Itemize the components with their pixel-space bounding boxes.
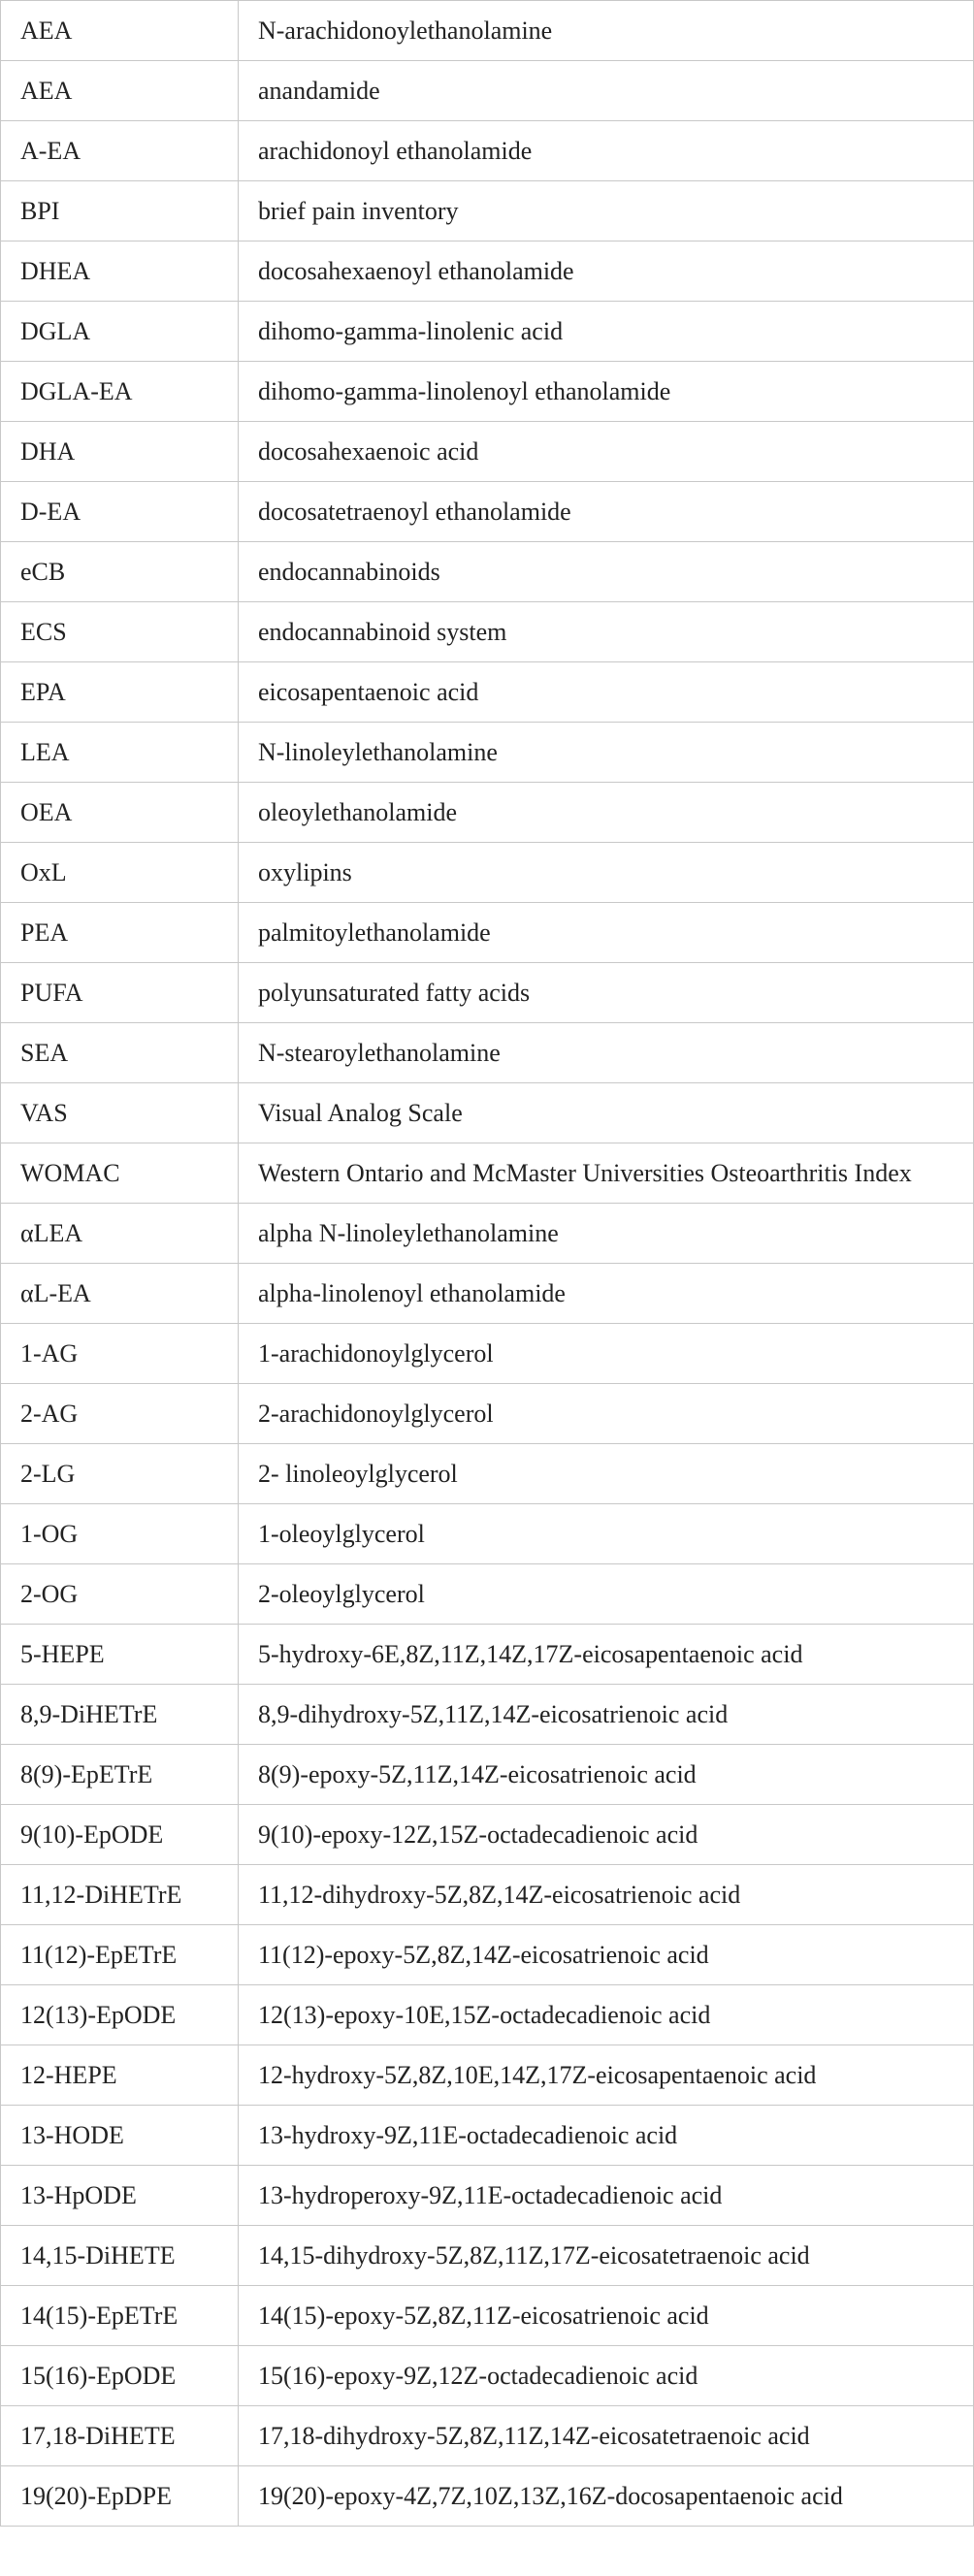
- definition-cell: 2-oleoylglycerol: [239, 1564, 974, 1625]
- table-row: [1, 2346, 974, 2406]
- table-row: [1, 662, 974, 723]
- definition-cell: polyunsaturated fatty acids: [239, 963, 974, 1023]
- definition-cell: 9(10)-epoxy-12Z,15Z-octadecadienoic acid: [239, 1805, 974, 1865]
- abbreviation-cell: 11,12-DiHETrE: [1, 1865, 239, 1925]
- table-row: [1, 1685, 974, 1745]
- table-row: [1, 783, 974, 843]
- abbreviation-cell: DGLA: [1, 302, 239, 362]
- definition-cell: dihomo-gamma-linolenoyl ethanolamide: [239, 362, 974, 422]
- abbreviation-cell: D-EA: [1, 482, 239, 542]
- definition-cell: endocannabinoids: [239, 542, 974, 602]
- table-row: [1, 1023, 974, 1083]
- definition-cell: alpha-linolenoyl ethanolamide: [239, 1264, 974, 1324]
- definition-cell: 12-hydroxy-5Z,8Z,10E,14Z,17Z-eicosapentaenoic acid: [239, 2045, 974, 2106]
- table-row: [1, 843, 974, 903]
- table-row: [1, 1444, 974, 1504]
- definition-cell: 17,18-dihydroxy-5Z,8Z,11Z,14Z-eicosatetraenoic acid: [239, 2406, 974, 2466]
- table-row: [1, 903, 974, 963]
- definition-cell: docosahexaenoic acid: [239, 422, 974, 482]
- definition-cell: 5-hydroxy-6E,8Z,11Z,14Z,17Z-eicosapentaenoic acid: [239, 1625, 974, 1685]
- table-row: [1, 1504, 974, 1564]
- abbreviation-cell: EPA: [1, 662, 239, 723]
- table-row: [1, 963, 974, 1023]
- definition-cell: 8(9)-epoxy-5Z,11Z,14Z-eicosatrienoic acid: [239, 1745, 974, 1805]
- abbreviation-cell: DHEA: [1, 242, 239, 302]
- table-row: [1, 1805, 974, 1865]
- abbreviation-cell: BPI: [1, 181, 239, 242]
- definition-cell: N-arachidonoylethanolamine: [239, 1, 974, 61]
- table-row: [1, 2045, 974, 2106]
- definition-cell: oleoylethanolamide: [239, 783, 974, 843]
- definition-cell: 11(12)-epoxy-5Z,8Z,14Z-eicosatrienoic acid: [239, 1925, 974, 1985]
- abbreviation-cell: 13-HODE: [1, 2106, 239, 2166]
- abbreviation-cell: DGLA-EA: [1, 362, 239, 422]
- definition-cell: N-linoleylethanolamine: [239, 723, 974, 783]
- table-row: [1, 61, 974, 121]
- abbreviation-cell: DHA: [1, 422, 239, 482]
- table-row: [1, 542, 974, 602]
- abbreviation-cell: 12(13)-EpODE: [1, 1985, 239, 2045]
- table-row: [1, 723, 974, 783]
- definition-cell: 1-oleoylglycerol: [239, 1504, 974, 1564]
- table-row: [1, 422, 974, 482]
- definition-cell: dihomo-gamma-linolenic acid: [239, 302, 974, 362]
- table-row: [1, 2106, 974, 2166]
- table-row: [1, 1925, 974, 1985]
- table-row: [1, 1865, 974, 1925]
- table-row: [1, 2286, 974, 2346]
- definition-cell: docosatetraenoyl ethanolamide: [239, 482, 974, 542]
- abbreviation-cell: 2-AG: [1, 1384, 239, 1444]
- definition-cell: oxylipins: [239, 843, 974, 903]
- table-row: [1, 1384, 974, 1444]
- definition-cell: 2- linoleoylglycerol: [239, 1444, 974, 1504]
- abbreviation-cell: VAS: [1, 1083, 239, 1143]
- abbreviations-table-body: [1, 1, 974, 2527]
- abbreviation-cell: AEA: [1, 1, 239, 61]
- definition-cell: 14,15-dihydroxy-5Z,8Z,11Z,17Z-eicosatetraenoic acid: [239, 2226, 974, 2286]
- definition-cell: palmitoylethanolamide: [239, 903, 974, 963]
- table-row: [1, 1745, 974, 1805]
- abbreviation-cell: OEA: [1, 783, 239, 843]
- definition-cell: brief pain inventory: [239, 181, 974, 242]
- definition-cell: Visual Analog Scale: [239, 1083, 974, 1143]
- table-row: [1, 302, 974, 362]
- table-row: [1, 181, 974, 242]
- abbreviation-cell: AEA: [1, 61, 239, 121]
- abbreviation-cell: SEA: [1, 1023, 239, 1083]
- abbreviation-cell: 12-HEPE: [1, 2045, 239, 2106]
- abbreviation-cell: A-EA: [1, 121, 239, 181]
- abbreviation-cell: 2-OG: [1, 1564, 239, 1625]
- definition-cell: eicosapentaenoic acid: [239, 662, 974, 723]
- abbreviation-cell: 14,15-DiHETE: [1, 2226, 239, 2286]
- abbreviation-cell: eCB: [1, 542, 239, 602]
- table-row: [1, 242, 974, 302]
- abbreviation-cell: αLEA: [1, 1204, 239, 1264]
- abbreviation-cell: 1-AG: [1, 1324, 239, 1384]
- definition-cell: 12(13)-epoxy-10E,15Z-octadecadienoic acid: [239, 1985, 974, 2045]
- table-row: [1, 482, 974, 542]
- definition-cell: 2-arachidonoylglycerol: [239, 1384, 974, 1444]
- abbreviation-cell: 5-HEPE: [1, 1625, 239, 1685]
- definition-cell: Western Ontario and McMaster Universities Osteoarthritis Index: [239, 1143, 974, 1204]
- definition-cell: anandamide: [239, 61, 974, 121]
- definition-cell: 19(20)-epoxy-4Z,7Z,10Z,13Z,16Z-docosapentaenoic acid: [239, 2466, 974, 2527]
- definition-cell: 13-hydroperoxy-9Z,11E-octadecadienoic acid: [239, 2166, 974, 2226]
- table-row: [1, 1264, 974, 1324]
- table-row: [1, 1204, 974, 1264]
- table-row: [1, 1564, 974, 1625]
- definition-cell: 15(16)-epoxy-9Z,12Z-octadecadienoic acid: [239, 2346, 974, 2406]
- table-row: [1, 1, 974, 61]
- definition-cell: arachidonoyl ethanolamide: [239, 121, 974, 181]
- abbreviation-cell: WOMAC: [1, 1143, 239, 1204]
- abbreviation-cell: 19(20)-EpDPE: [1, 2466, 239, 2527]
- abbreviation-cell: 1-OG: [1, 1504, 239, 1564]
- definition-cell: 11,12-dihydroxy-5Z,8Z,14Z-eicosatrienoic acid: [239, 1865, 974, 1925]
- abbreviation-cell: αL-EA: [1, 1264, 239, 1324]
- abbreviation-cell: PEA: [1, 903, 239, 963]
- abbreviation-cell: LEA: [1, 723, 239, 783]
- abbreviation-cell: 13-HpODE: [1, 2166, 239, 2226]
- table-row: [1, 1143, 974, 1204]
- definition-cell: 13-hydroxy-9Z,11E-octadecadienoic acid: [239, 2106, 974, 2166]
- abbreviation-cell: 8(9)-EpETrE: [1, 1745, 239, 1805]
- abbreviation-cell: 11(12)-EpETrE: [1, 1925, 239, 1985]
- table-row: [1, 1083, 974, 1143]
- abbreviation-cell: 14(15)-EpETrE: [1, 2286, 239, 2346]
- table-row: [1, 362, 974, 422]
- abbreviation-cell: PUFA: [1, 963, 239, 1023]
- table-row: [1, 2166, 974, 2226]
- abbreviation-cell: 15(16)-EpODE: [1, 2346, 239, 2406]
- table-row: [1, 2226, 974, 2286]
- table-row: [1, 2466, 974, 2527]
- abbreviation-cell: 17,18-DiHETE: [1, 2406, 239, 2466]
- definition-cell: docosahexaenoyl ethanolamide: [239, 242, 974, 302]
- definition-cell: N-stearoylethanolamine: [239, 1023, 974, 1083]
- definition-cell: alpha N-linoleylethanolamine: [239, 1204, 974, 1264]
- definition-cell: 14(15)-epoxy-5Z,8Z,11Z-eicosatrienoic acid: [239, 2286, 974, 2346]
- table-row: [1, 602, 974, 662]
- table-row: [1, 2406, 974, 2466]
- abbreviation-cell: 8,9-DiHETrE: [1, 1685, 239, 1745]
- table-row: [1, 1985, 974, 2045]
- definition-cell: 1-arachidonoylglycerol: [239, 1324, 974, 1384]
- abbreviation-cell: 2-LG: [1, 1444, 239, 1504]
- definition-cell: endocannabinoid system: [239, 602, 974, 662]
- definition-cell: 8,9-dihydroxy-5Z,11Z,14Z-eicosatrienoic acid: [239, 1685, 974, 1745]
- abbreviation-cell: OxL: [1, 843, 239, 903]
- table-row: [1, 121, 974, 181]
- table-row: [1, 1625, 974, 1685]
- abbreviation-cell: 9(10)-EpODE: [1, 1805, 239, 1865]
- abbreviation-cell: ECS: [1, 602, 239, 662]
- table-row: [1, 1324, 974, 1384]
